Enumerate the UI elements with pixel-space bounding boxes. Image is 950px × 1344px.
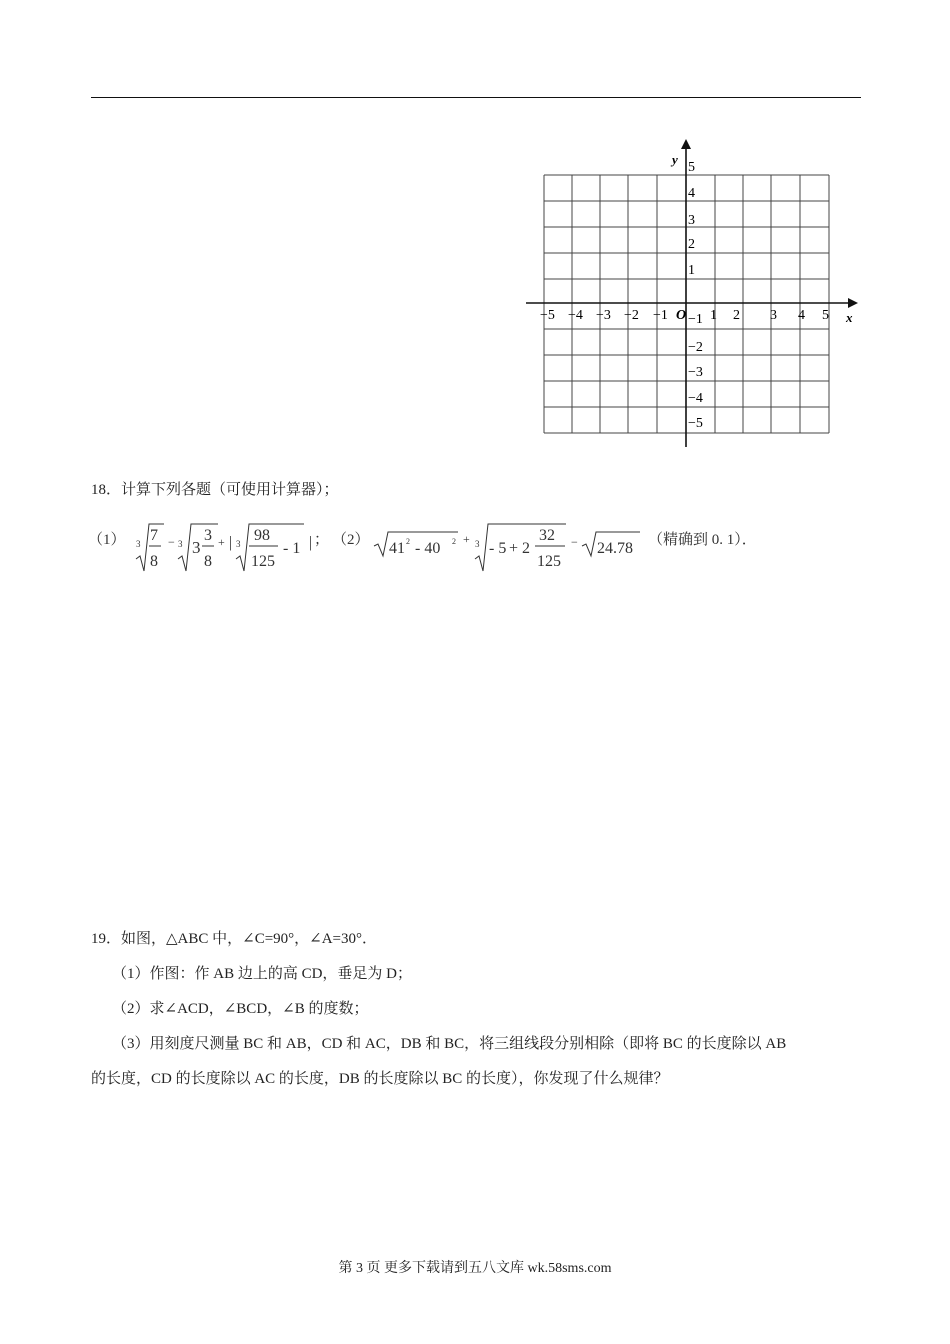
frac-numerator: 3 [204,527,212,544]
plus-2: + 2 [509,540,531,557]
cube-root-index: 3 [475,539,480,549]
y-tick-label: 5 [688,160,695,175]
frac-denominator: 8 [204,553,212,570]
x-tick-label: 5 [822,308,829,323]
y-tick-label: −1 [688,312,703,327]
x-axis [526,298,858,308]
q18-formula-line [88,516,868,576]
precision-note: （精确到 0. 1）． [648,532,757,548]
y-tick-label: 2 [688,237,695,252]
x-tick-label: −2 [624,308,639,323]
page-footer: 第 3 页 更多下载请到五八文库 wk.58sms.com [338,1261,612,1276]
x-tick-label: 2 [733,308,740,323]
separator: ； [314,532,330,548]
minus-40: - 40 [415,540,441,557]
y-axis-label: y [672,152,678,167]
y-tick-label: 3 [688,213,695,228]
y-tick-label: −5 [688,416,703,431]
y-tick-label: 1 [688,263,695,278]
coordinate-grid-figure [520,135,865,455]
q18-part2-label: （2） [332,532,370,548]
cube-root-index: 3 [136,539,141,549]
x-tick-label: −1 [653,308,668,323]
abs-bar-left: | [229,534,233,551]
minus-one: - 1 [283,540,301,557]
cube-root-index: 3 [178,539,183,549]
x-tick-label: −5 [540,308,555,323]
header-rule [91,97,861,98]
frac-denominator: 8 [150,553,158,570]
x-tick-label: 3 [770,308,777,323]
y-tick-label: −4 [688,391,703,406]
q18-title: 18．计算下列各题（可使用计算器）； [91,482,339,498]
q19-title: 19．如图，△ABC 中，∠C=90°，∠A=30°． [91,931,378,947]
q19-sub3-line1: （3）用刻度尺测量 BC 和 AB，CD 和 AC，DB 和 BC，将三组线段分别相除（即将 BC 的长度除以 AB [112,1036,787,1052]
x-tick-label: −4 [568,308,583,323]
exponent: 2 [452,537,456,546]
abs-bar-right: | [309,534,313,551]
whole-part: 3 [192,538,201,557]
origin-label: O [676,308,687,323]
frac-numerator: 32 [539,527,555,544]
frac-denominator: 125 [251,553,275,570]
minus-sign: − [168,535,175,549]
plus-sign: + [218,535,225,549]
q19-sub1: （1）作图：作 AB 边上的高 CD，垂足为 D； [112,966,413,982]
cube-root-index: 3 [236,539,241,549]
x-tick-label: 1 [710,308,717,323]
q19-sub3-line2: 的长度，CD 的长度除以 AC 的长度，DB 的长度除以 BC 的长度），你发现了什么规律？ [91,1071,669,1087]
y-tick-label: −2 [688,340,703,355]
minus-5: - 5 [489,540,507,557]
radicand-2478: 24.78 [597,540,633,557]
plus-sign: + [463,532,470,546]
minus-sign: − [571,535,578,549]
frac-numerator: 7 [150,527,158,544]
frac-denominator: 125 [537,553,561,570]
exponent: 2 [406,537,410,546]
y-tick-label: 4 [688,186,695,201]
x-tick-label: −3 [596,308,611,323]
x-tick-label: 4 [798,308,805,323]
q19-sub2: （2）求∠ACD，∠BCD，∠B 的度数； [112,1001,369,1017]
frac-numerator: 98 [254,527,270,544]
q18-part1-label: （1） [88,532,126,548]
x-axis-label: x [846,310,853,325]
y-tick-label: −3 [688,365,703,380]
base-41: 41 [389,540,405,557]
